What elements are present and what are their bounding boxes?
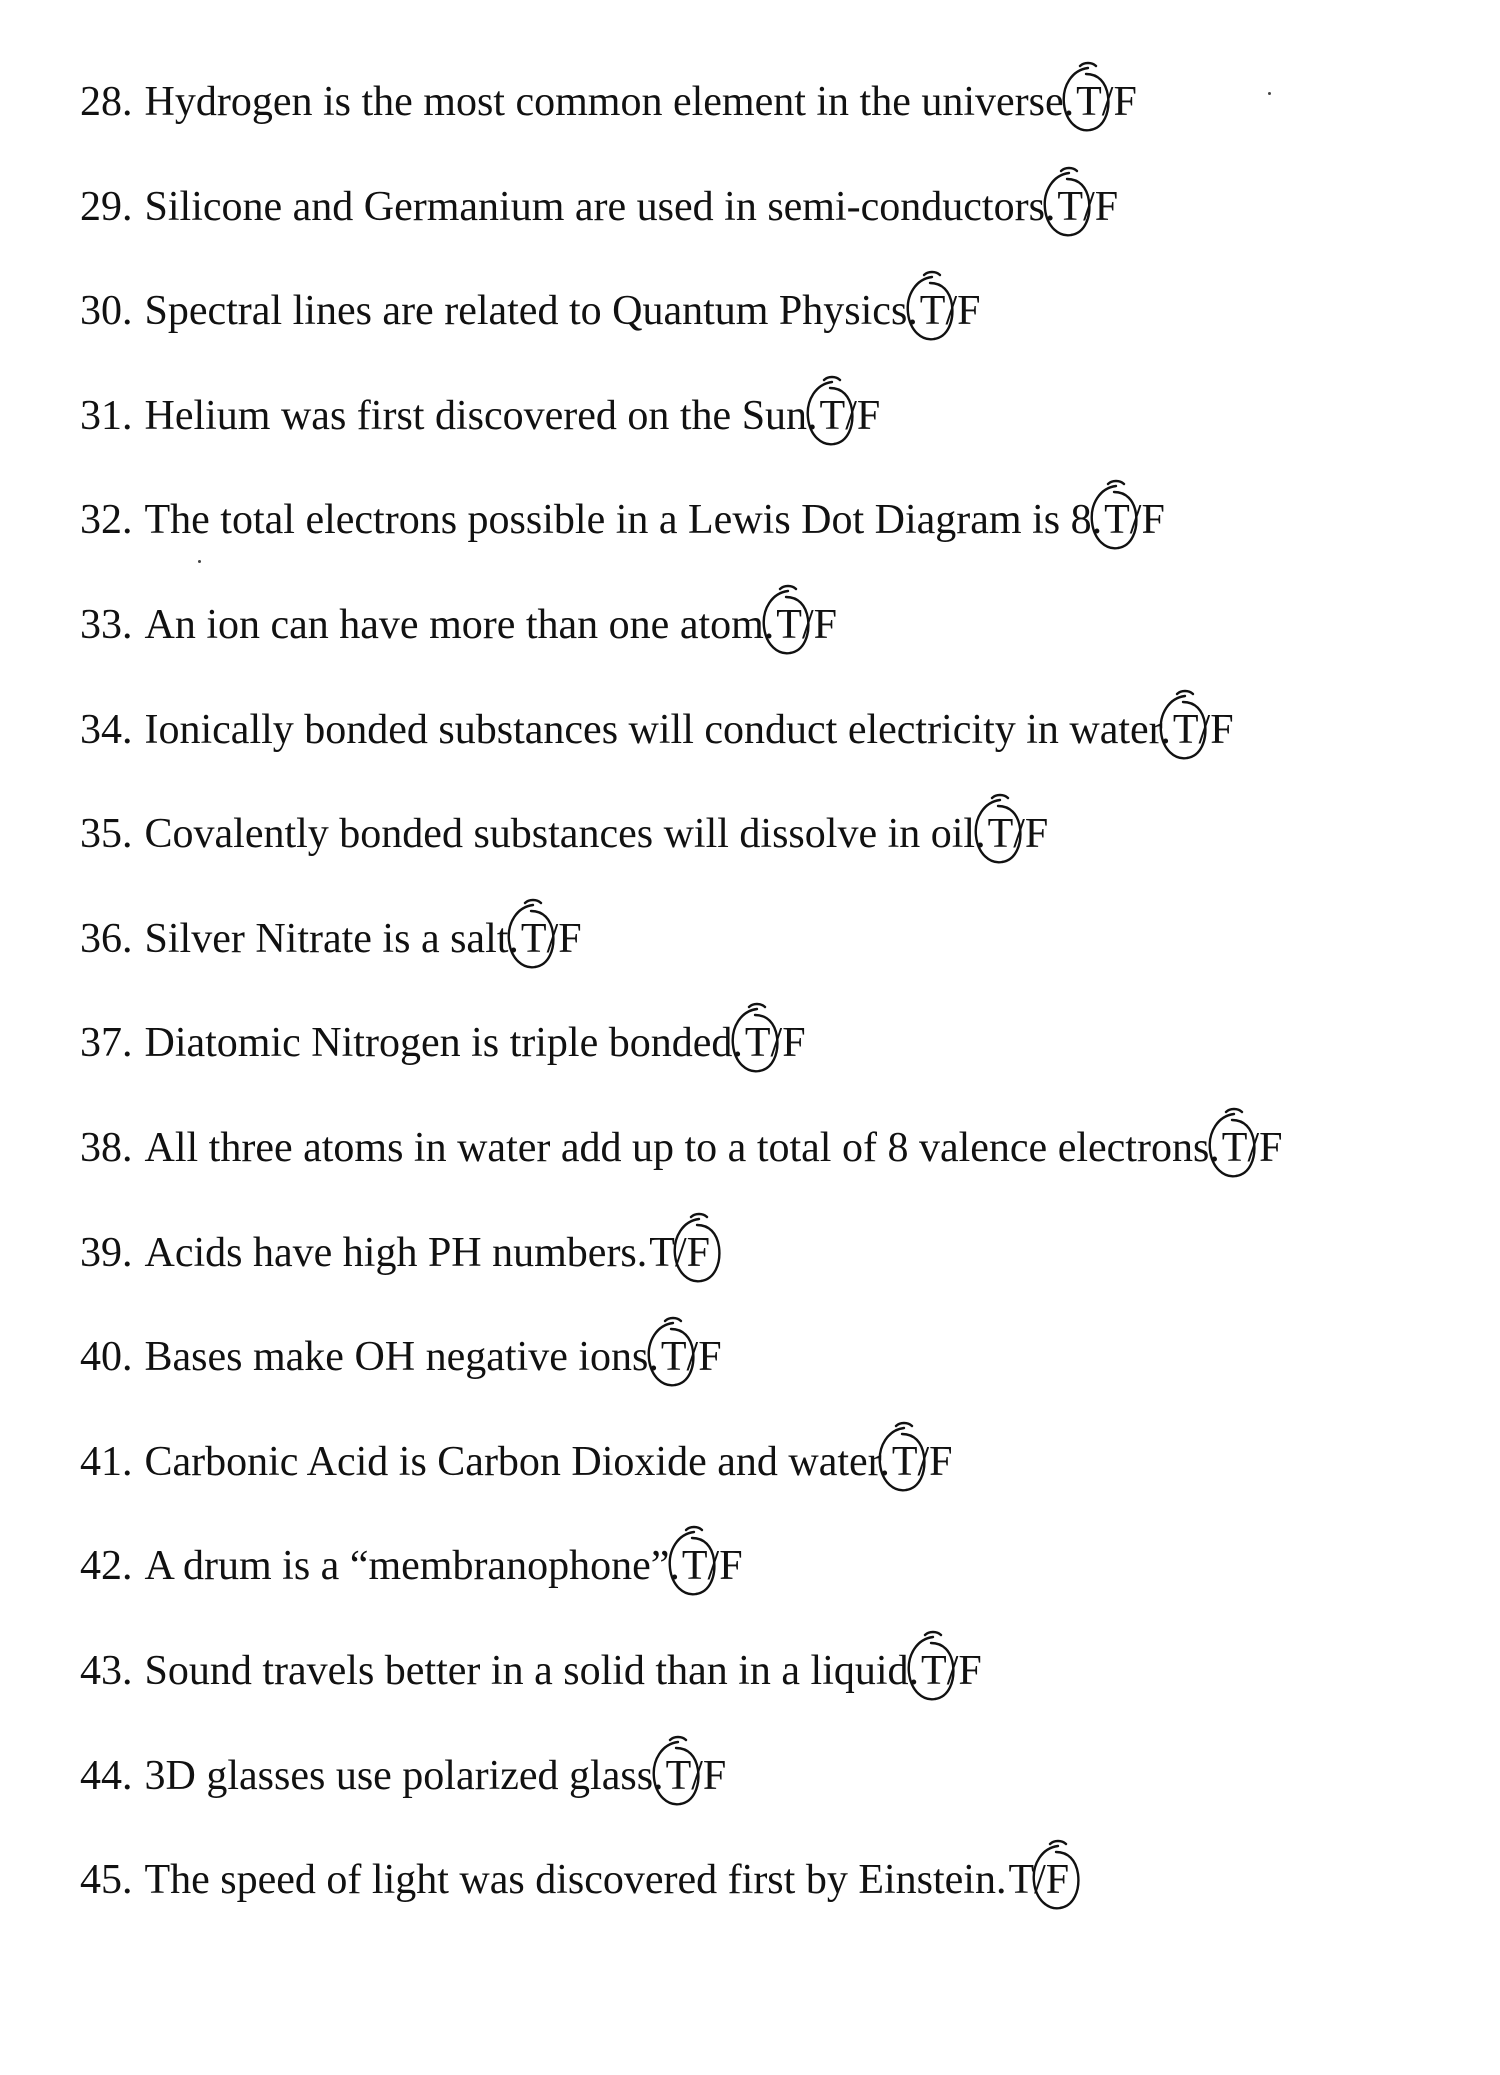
true-false-answer xyxy=(661,1329,722,1385)
question-item xyxy=(80,1225,710,1281)
question-text: Silver Nitrate is a salt. xyxy=(144,916,519,962)
option-true-label: T xyxy=(1104,497,1130,543)
true-false-answer xyxy=(666,1748,727,1804)
option-true[interactable] xyxy=(820,388,846,444)
option-separator: / xyxy=(770,1020,783,1066)
question-text: Helium was first discovered on the Sun. xyxy=(144,393,818,439)
option-false-label: F xyxy=(782,1020,806,1066)
option-true[interactable] xyxy=(988,806,1014,862)
question-text: Sound travels better in a solid than in a liquid. xyxy=(144,1648,920,1694)
option-false-label: F xyxy=(1094,184,1119,230)
question-item xyxy=(80,597,837,653)
option-false-label: F xyxy=(698,1334,722,1380)
true-false-answer xyxy=(776,597,837,653)
option-separator: / xyxy=(946,1648,959,1694)
question-text: All three atoms in water add up to a total of 8 valence electrons. xyxy=(144,1125,1220,1171)
option-separator: / xyxy=(1034,1857,1046,1903)
option-false[interactable] xyxy=(1046,1852,1069,1908)
option-true[interactable] xyxy=(649,1225,675,1281)
question-item xyxy=(80,179,1118,235)
question-text: An ion can have more than one atom. xyxy=(144,602,775,648)
option-separator: / xyxy=(691,1753,703,1799)
true-false-answer xyxy=(649,1225,710,1281)
option-false-label: F xyxy=(957,288,981,334)
question-number: 32. xyxy=(80,497,133,543)
option-separator: / xyxy=(801,602,814,648)
question-number: 45. xyxy=(80,1857,133,1903)
option-false[interactable] xyxy=(782,1015,805,1071)
option-false-label: F xyxy=(813,602,837,648)
question-item xyxy=(80,806,1048,862)
true-false-answer xyxy=(920,283,981,339)
option-separator: / xyxy=(917,1439,930,1485)
option-true[interactable] xyxy=(1076,74,1102,130)
option-separator: / xyxy=(686,1334,699,1380)
question-text: The speed of light was discovered first by Einstein. xyxy=(144,1857,1007,1903)
option-true[interactable] xyxy=(1008,1852,1034,1908)
option-false[interactable] xyxy=(698,1329,721,1385)
option-false[interactable] xyxy=(1210,702,1233,758)
option-true[interactable] xyxy=(1222,1120,1248,1176)
option-false-label: F xyxy=(702,1753,727,1799)
option-false[interactable] xyxy=(814,597,837,653)
true-false-answer xyxy=(820,388,881,444)
option-false-label: F xyxy=(719,1543,743,1589)
question-number: 41. xyxy=(80,1439,133,1485)
option-true-label: T xyxy=(649,1230,675,1276)
question-number: 36. xyxy=(80,916,133,962)
option-true[interactable] xyxy=(892,1434,918,1490)
option-false-label: F xyxy=(1113,79,1137,125)
true-false-answer xyxy=(1222,1120,1283,1176)
paper-speck xyxy=(198,560,201,563)
question-number: 43. xyxy=(80,1648,133,1694)
question-number: 42. xyxy=(80,1543,133,1589)
question-number: 37. xyxy=(80,1020,133,1066)
option-true[interactable] xyxy=(1057,179,1083,235)
option-true[interactable] xyxy=(666,1748,692,1804)
option-separator: / xyxy=(546,916,559,962)
option-true[interactable] xyxy=(920,283,946,339)
option-false-label: F xyxy=(1210,707,1234,753)
option-true-label: T xyxy=(1076,79,1102,125)
option-false[interactable] xyxy=(958,1643,981,1699)
option-true[interactable] xyxy=(776,597,802,653)
option-separator: / xyxy=(1198,707,1211,753)
option-false[interactable] xyxy=(1113,74,1136,130)
question-text: Hydrogen is the most common element in the universe. xyxy=(144,79,1075,125)
question-item xyxy=(80,1015,806,1071)
option-true[interactable] xyxy=(921,1643,947,1699)
option-false[interactable] xyxy=(1141,492,1164,548)
question-text: Silicone and Germanium are used in semi-conductors. xyxy=(144,184,1056,230)
option-false[interactable] xyxy=(957,283,980,339)
question-number: 29. xyxy=(80,184,133,230)
option-true[interactable] xyxy=(682,1538,708,1594)
question-item xyxy=(80,492,1165,548)
option-false[interactable] xyxy=(719,1538,742,1594)
option-true-label: T xyxy=(1057,184,1084,230)
option-true-label: T xyxy=(520,916,547,962)
question-item xyxy=(80,74,1137,130)
option-false-label: F xyxy=(1024,811,1049,857)
option-true[interactable] xyxy=(521,911,547,967)
option-separator: / xyxy=(1013,811,1025,857)
question-item xyxy=(80,1329,722,1385)
option-false[interactable] xyxy=(1259,1120,1282,1176)
option-false[interactable] xyxy=(703,1748,726,1804)
option-false[interactable] xyxy=(558,911,581,967)
option-separator: / xyxy=(1083,184,1095,230)
option-separator: / xyxy=(1247,1125,1260,1171)
question-number: 35. xyxy=(80,811,133,857)
option-true-label: T xyxy=(681,1543,708,1589)
question-item xyxy=(80,1434,953,1490)
option-false[interactable] xyxy=(1025,806,1048,862)
question-text: Acids have high PH numbers. xyxy=(144,1230,648,1276)
option-true-label: T xyxy=(891,1439,918,1485)
question-text: 3D glasses use polarized glass. xyxy=(144,1753,664,1799)
option-true-label: T xyxy=(921,1648,947,1694)
option-separator: / xyxy=(945,288,958,334)
option-false-label: F xyxy=(1259,1125,1283,1171)
option-true[interactable] xyxy=(1173,702,1199,758)
option-false-label: F xyxy=(686,1230,710,1276)
true-false-answer xyxy=(892,1434,953,1490)
option-false-label: F xyxy=(958,1648,982,1694)
option-true-label: T xyxy=(744,1020,771,1066)
question-number: 31. xyxy=(80,393,133,439)
option-false-label: F xyxy=(856,393,881,439)
option-separator: / xyxy=(707,1543,720,1589)
question-number: 39. xyxy=(80,1230,133,1276)
option-true-label: T xyxy=(1221,1125,1248,1171)
option-true-label: T xyxy=(919,288,946,334)
option-separator: / xyxy=(674,1230,687,1276)
option-separator: / xyxy=(1129,497,1142,543)
paper-speck xyxy=(1268,92,1271,95)
question-text: The total electrons possible in a Lewis Dot Diagram is 8. xyxy=(144,497,1103,543)
true-false-answer xyxy=(921,1643,982,1699)
option-false-label: F xyxy=(558,916,582,962)
question-number: 40. xyxy=(80,1334,133,1380)
question-text: Spectral lines are related to Quantum Physics. xyxy=(144,288,918,334)
option-true-label: T xyxy=(987,811,1014,857)
question-number: 34. xyxy=(80,707,133,753)
question-item xyxy=(80,283,980,339)
option-true-label: T xyxy=(660,1334,687,1380)
question-number: 44. xyxy=(80,1753,133,1799)
option-true-label: T xyxy=(1172,707,1199,753)
option-true-label: T xyxy=(665,1753,692,1799)
true-false-answer xyxy=(521,911,582,967)
question-item xyxy=(80,1852,1069,1908)
question-text: Carbonic Acid is Carbon Dioxide and water. xyxy=(144,1439,890,1485)
question-number: 28. xyxy=(80,79,133,125)
question-text: Bases make OH negative ions. xyxy=(144,1334,659,1380)
true-false-answer xyxy=(988,806,1049,862)
question-item xyxy=(80,1748,726,1804)
question-number: 30. xyxy=(80,288,133,334)
true-false-answer xyxy=(1076,74,1137,130)
question-text: Ionically bonded substances will conduct electricity in water. xyxy=(144,707,1171,753)
option-true-label: T xyxy=(1008,1857,1035,1903)
option-separator: / xyxy=(845,393,857,439)
question-item xyxy=(80,702,1234,758)
question-item xyxy=(80,1538,743,1594)
true-false-answer xyxy=(1057,179,1118,235)
option-true[interactable] xyxy=(1104,492,1130,548)
option-false[interactable] xyxy=(857,388,880,444)
option-false-label: F xyxy=(929,1439,953,1485)
true-false-answer xyxy=(1008,1852,1069,1908)
true-false-answer xyxy=(1104,492,1165,548)
option-true-label: T xyxy=(819,393,846,439)
option-false-label: F xyxy=(1045,1857,1070,1903)
question-number: 38. xyxy=(80,1125,133,1171)
option-false-label: F xyxy=(1141,497,1165,543)
option-false[interactable] xyxy=(929,1434,952,1490)
question-item xyxy=(80,388,880,444)
true-false-answer xyxy=(745,1015,806,1071)
option-true[interactable] xyxy=(745,1015,771,1071)
question-item xyxy=(80,1120,1282,1176)
question-number: 33. xyxy=(80,602,133,648)
question-text: A drum is a “membranophone”. xyxy=(144,1543,680,1589)
option-true-label: T xyxy=(776,602,802,648)
option-false[interactable] xyxy=(687,1225,710,1281)
true-false-answer xyxy=(1173,702,1234,758)
option-separator: / xyxy=(1101,79,1114,125)
question-item xyxy=(80,911,582,967)
question-text: Diatomic Nitrogen is triple bonded. xyxy=(144,1020,743,1066)
option-true[interactable] xyxy=(661,1329,687,1385)
true-false-answer xyxy=(682,1538,743,1594)
question-item xyxy=(80,1643,982,1699)
option-false[interactable] xyxy=(1095,179,1118,235)
question-text: Covalently bonded substances will dissolve in oil. xyxy=(144,811,986,857)
